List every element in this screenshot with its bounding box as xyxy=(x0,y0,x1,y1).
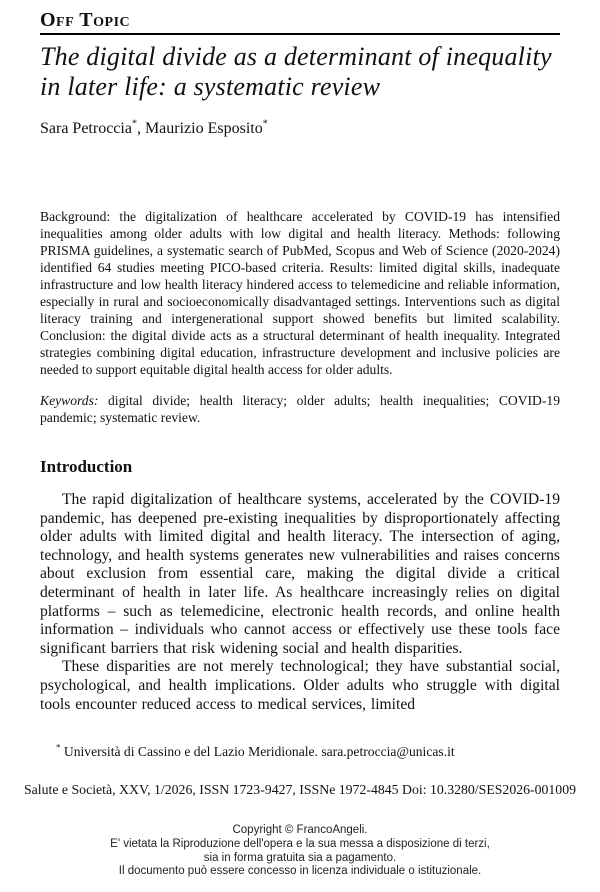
footnote-marker: * xyxy=(56,742,61,753)
journal-citation-line: Salute e Società, XXV, 1/2026, ISSN 1723-9427, ISSNe 1972-4845 Doi: 10.3280/SES2026-001009 xyxy=(24,782,576,797)
kicker-rule xyxy=(40,33,560,35)
footnote-text: Università di Cassino e del Lazio Meridionale. sara.petroccia@unicas.it xyxy=(60,744,455,760)
author-affiliation-marker: * xyxy=(262,118,268,130)
section-heading-introduction: Introduction xyxy=(40,457,133,476)
copyright-line: E' vietata la Riproduzione dell'opera e la sua messa a disposizione di terzi, xyxy=(110,837,490,850)
footnote xyxy=(40,743,560,760)
author-separator: , xyxy=(136,120,145,137)
author-name: Maurizio Esposito xyxy=(144,120,263,137)
abstract-paragraph: Background: the digitalization of healthcare accelerated by COVID-19 has intensified inequalities among older adults with low digital and health literacy. Methods: following PRISMA guidelines, a systematic search of PubMed, Scopus and Web of Science (2020-2024) identified 64 studies meeting PICO-based criteria. Results: limited digital skills, inadequate infrastructure and low health literacy hindered access to telemedicine and reliable information, especially in rural and socioeconomically disadvantaged settings. Interventions such as digital literacy training and intergenerational support showed benefits but limited scalability. Conclusion: the digital divide acts as a structural determinant of health inequality. Integrated strategies combining digital education, infrastructure development and inclusive policies are needed to support equitable digital health access for older adults. xyxy=(40,209,560,377)
body-paragraph: The rapid digitalization of healthcare systems, accelerated by the COVID-19 pandemic, has deepened pre-existing inequalities by disproportionately affecting older adults with limited digital and health literacy. The intersection of aging, technology, and health systems generates new vulnerabilities and raises concerns about exclusion from essential care, making the digital divide a critical determinant of health in later life. As healthcare increasingly relies on digital platforms – such as telemedicine, electronic health records, and online health information – individuals who cannot access or effectively use these tools face significant barriers that risk widening social and health disparities. xyxy=(40,491,560,657)
copyright-line: Il documento può essere concesso in licenza individuale o istituzionale. xyxy=(118,865,482,878)
copyright-line: Copyright © FrancoAngeli. xyxy=(232,824,368,836)
keywords-paragraph xyxy=(40,392,560,426)
section-kicker: Off Topic xyxy=(40,9,131,31)
keywords-text: digital divide; health literacy; older adults; health inequalities; COVID-19 pandemic; systematic review. xyxy=(40,393,560,425)
author-affiliation-marker: * xyxy=(131,118,137,130)
body-paragraph: These disparities are not merely technological; they have substantial social, psychological, and health implications. Older adults who struggle with digital tools encounter reduced access to medical services, limited xyxy=(40,658,560,713)
article-title: The digital divide as a determinant of inequality in later life: a systematic review xyxy=(40,42,552,101)
authors-line xyxy=(40,119,560,139)
copyright-line: sia in forma gratuita sia a pagamento. xyxy=(203,851,397,864)
copyright-block xyxy=(0,824,600,879)
author-name: Sara Petroccia xyxy=(40,120,132,137)
keywords-label: Keywords: xyxy=(40,393,99,408)
